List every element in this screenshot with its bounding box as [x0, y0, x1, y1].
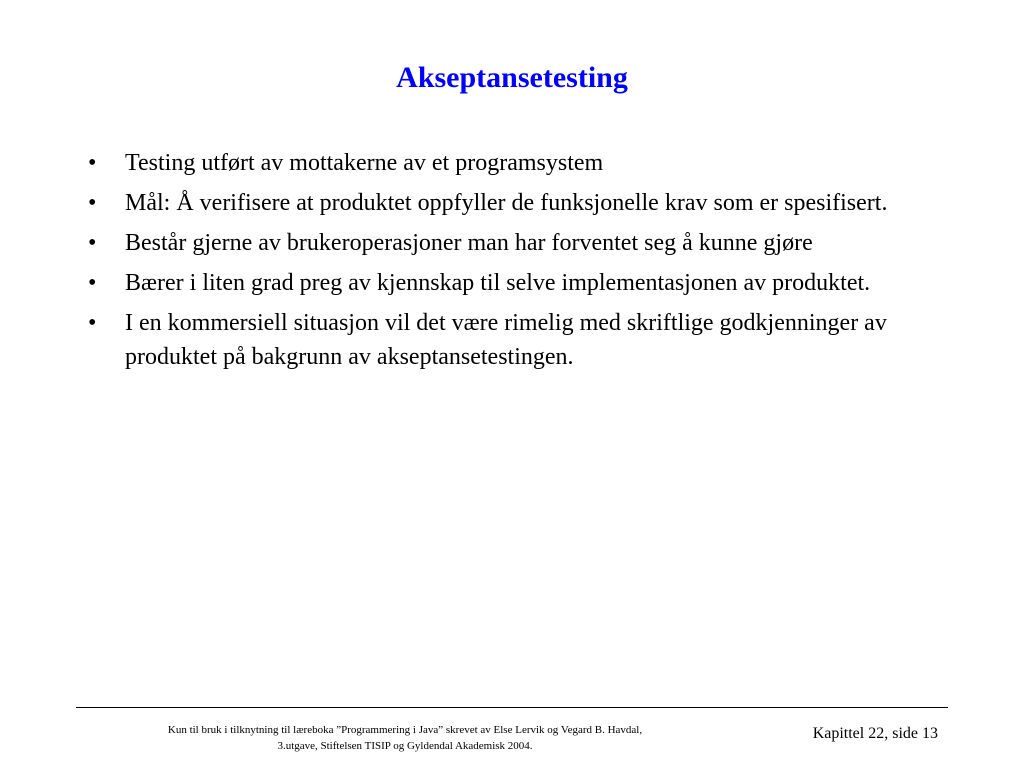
bullet-item — [88, 306, 918, 374]
bullet-text: Testing utført av mottakerne av et programsystem — [125, 150, 604, 176]
footer-credit-line: Kun til bruk i tilknytning til læreboka ”Programmering i Java” skrevet av Else Lervik og Vegard B. Havdal, — [167, 724, 643, 736]
bullet-text: Består gjerne av brukeroperasjoner man har forventet seg å kunne gjøre — [125, 230, 813, 256]
footer-credit-line: 3.utgave, Stiftelsen TISIP og Gyldendal Akademisk 2004. — [277, 740, 533, 752]
bullet-list — [88, 146, 918, 380]
bullet-dot: • — [88, 270, 97, 296]
bullet-item — [88, 266, 918, 300]
bullet-dot: • — [88, 230, 97, 256]
page-indicator: Kapittel 22, side 13 — [812, 725, 938, 742]
bullet-dot: • — [88, 150, 97, 176]
footer-credit — [140, 722, 670, 754]
bullet-item — [88, 186, 918, 220]
bullet-dot: • — [88, 310, 97, 336]
bullet-dot: • — [88, 190, 97, 216]
slide-title: Akseptansetesting — [396, 61, 628, 94]
bullet-text: I en kommersiell situasjon vil det være rimelig med skriftlige godkjenninger av produktet på bakgrunn av akseptansetestingen. — [125, 310, 887, 370]
bullet-text: Bærer i liten grad preg av kjennskap til selve implementasjonen av produktet. — [125, 270, 871, 296]
bullet-item — [88, 146, 918, 180]
bullet-text: Mål: Å verifisere at produktet oppfyller de funksjonelle krav som er spesifisert. — [125, 190, 888, 216]
bullet-item — [88, 226, 918, 260]
footer-divider — [76, 707, 948, 708]
